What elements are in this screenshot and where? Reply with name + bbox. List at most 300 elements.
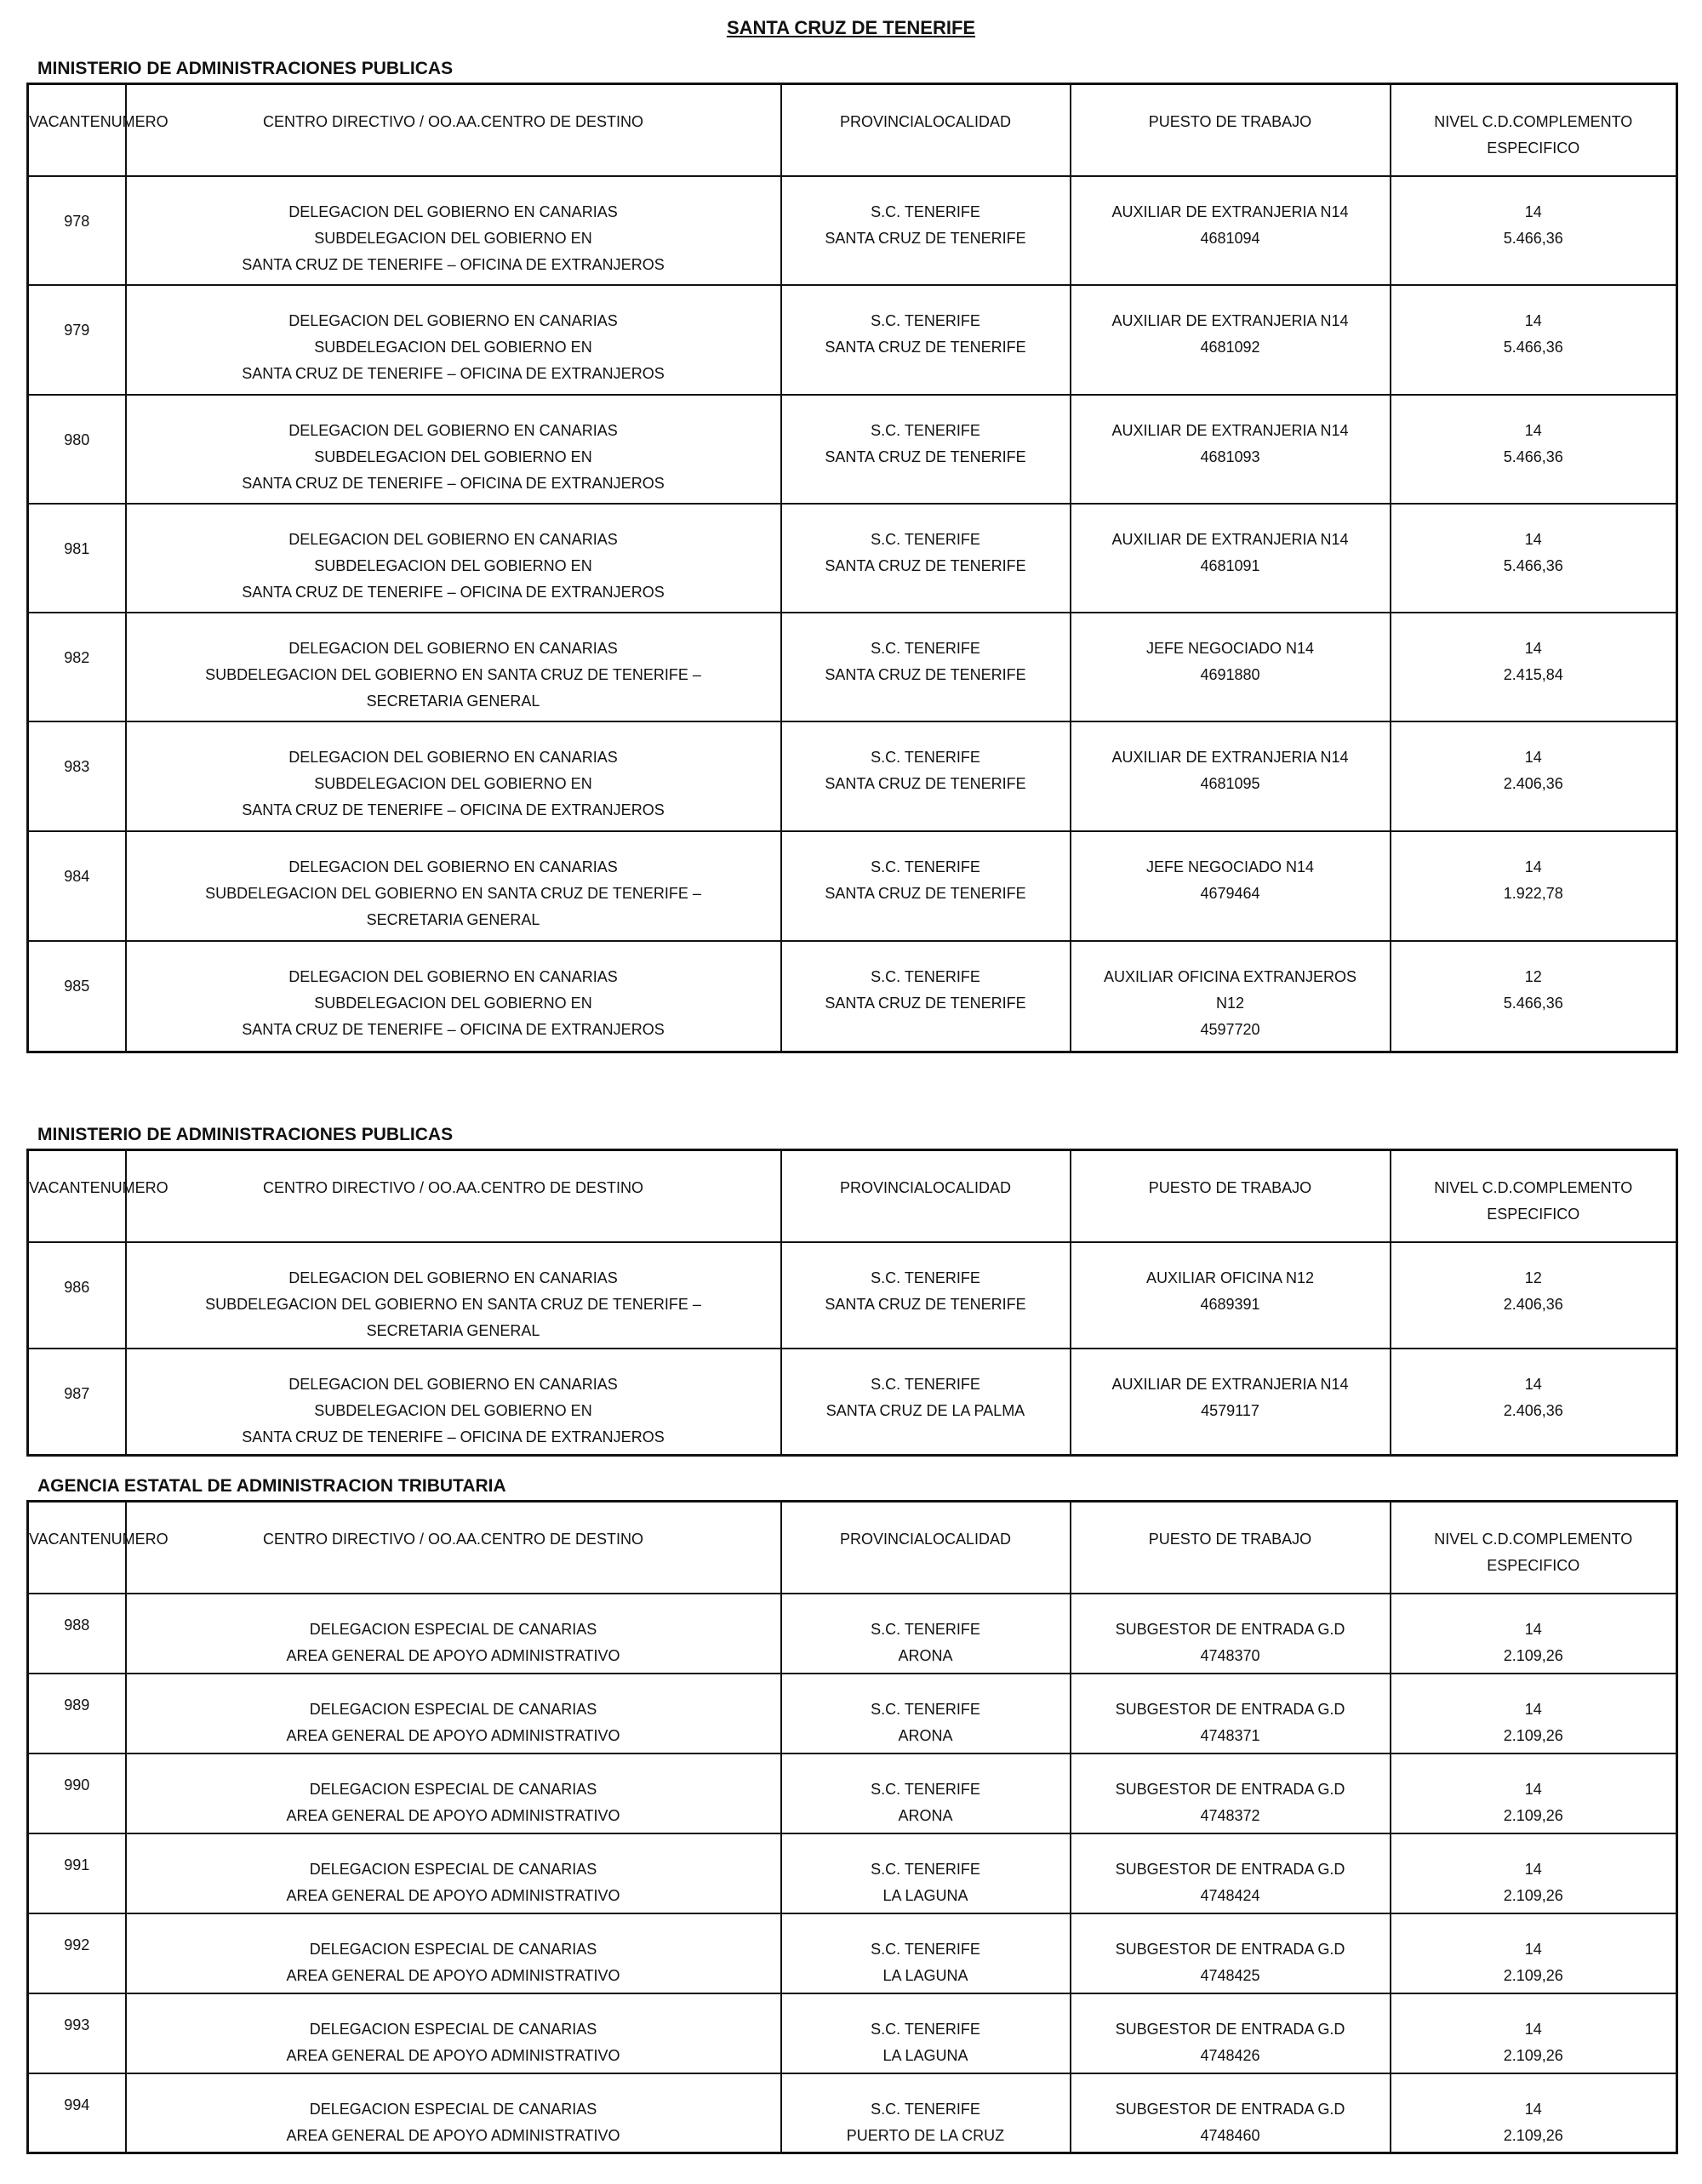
provincia-localidad-line: ARONA	[898, 1646, 953, 1664]
centro-directivo-line: DELEGACION ESPECIAL DE CANARIAS	[309, 1700, 597, 1718]
puesto-trabajo-line: 4691880	[1200, 665, 1260, 683]
provincia-localidad	[781, 395, 1071, 504]
centro-directivo-line: DELEGACION DEL GOBIERNO EN CANARIAS	[288, 1269, 618, 1286]
nivel-complemento	[1391, 1349, 1677, 1456]
vacancy-number	[28, 395, 126, 504]
puesto-trabajo-line: 4748371	[1200, 1726, 1260, 1744]
centro-directivo	[126, 1993, 781, 2073]
header-centro-line: CENTRO DIRECTIVO / OO.AA.	[262, 1179, 481, 1196]
header-vacante-line: NUMERO	[100, 1531, 168, 1548]
table-row	[28, 1349, 1677, 1456]
nivel-complemento-line: 2.406,36	[1503, 1401, 1563, 1419]
puesto-trabajo	[1071, 1913, 1391, 1993]
header-vacante-line: VACANTE	[29, 1531, 100, 1548]
nivel-complemento-line: 14	[1524, 2100, 1542, 2118]
vacancy-number-value: 994	[64, 2096, 90, 2113]
puesto-trabajo-line: AUXILIAR DE EXTRANJERIA N14	[1111, 530, 1349, 548]
puesto-trabajo-line: SUBGESTOR DE ENTRADA G.D	[1115, 1940, 1345, 1958]
nivel-complemento-line: 2.415,84	[1503, 665, 1563, 683]
centro-directivo	[126, 613, 781, 721]
nivel-complemento-line: 14	[1524, 1780, 1542, 1798]
table-row	[28, 285, 1677, 395]
vacancy-number	[28, 1242, 126, 1349]
vacancy-number-value: 987	[64, 1384, 90, 1402]
provincia-localidad-line: SANTA CRUZ DE TENERIFE	[825, 665, 1026, 683]
centro-directivo	[126, 504, 781, 613]
centro-directivo-line: AREA GENERAL DE APOYO ADMINISTRATIVO	[286, 2046, 620, 2064]
nivel-complemento-line: 14	[1524, 748, 1542, 766]
puesto-trabajo-line: AUXILIAR DE EXTRANJERIA N14	[1111, 202, 1349, 220]
table-row	[28, 613, 1677, 721]
centro-directivo-line: DELEGACION DEL GOBIERNO EN CANARIAS	[288, 202, 618, 220]
header-provincia	[781, 1502, 1071, 1594]
provincia-localidad	[781, 1674, 1071, 1753]
provincia-localidad-line: S.C. TENERIFE	[871, 1375, 980, 1393]
puesto-trabajo-line: 4748424	[1200, 1886, 1260, 1904]
nivel-complemento-line: 14	[1524, 1860, 1542, 1878]
provincia-localidad-line: SANTA CRUZ DE TENERIFE	[825, 774, 1026, 792]
puesto-trabajo-line: SUBGESTOR DE ENTRADA G.D	[1115, 1780, 1345, 1798]
puesto-trabajo	[1071, 2073, 1391, 2153]
centro-directivo-line: SECRETARIA GENERAL	[366, 910, 540, 928]
puesto-trabajo	[1071, 285, 1391, 395]
puesto-trabajo	[1071, 1674, 1391, 1753]
page-title: SANTA CRUZ DE TENERIFE	[726, 17, 976, 38]
header-provincia-line: PROVINCIA	[839, 1531, 924, 1548]
header-centro-line: CENTRO DE DESTINO	[481, 1531, 644, 1548]
header-vacante-line: NUMERO	[100, 113, 168, 130]
centro-directivo-line: DELEGACION DEL GOBIERNO EN CANARIAS	[288, 421, 618, 439]
provincia-localidad-line: S.C. TENERIFE	[871, 1780, 980, 1798]
provincia-localidad-line: SANTA CRUZ DE TENERIFE	[825, 448, 1026, 465]
nivel-complemento	[1391, 1242, 1677, 1349]
header-nivel-line: COMPLEMENTO ESPECIFICO	[1487, 113, 1633, 157]
header-nivel-line: COMPLEMENTO ESPECIFICO	[1487, 1531, 1633, 1574]
centro-directivo-line: DELEGACION DEL GOBIERNO EN CANARIAS	[288, 748, 618, 766]
header-centro	[126, 1150, 781, 1242]
centro-directivo-line: DELEGACION ESPECIAL DE CANARIAS	[309, 1780, 597, 1798]
puesto-trabajo-line: SUBGESTOR DE ENTRADA G.D	[1115, 1860, 1345, 1878]
centro-directivo-line: AREA GENERAL DE APOYO ADMINISTRATIVO	[286, 1886, 620, 1904]
nivel-complemento	[1391, 1913, 1677, 1993]
puesto-trabajo-line: 4748426	[1200, 2046, 1260, 2064]
nivel-complemento	[1391, 395, 1677, 504]
vacancy-number-value: 978	[64, 212, 90, 230]
provincia-localidad	[781, 1913, 1071, 1993]
puesto-trabajo-line: 4681091	[1200, 556, 1260, 574]
vacancy-table	[26, 1500, 1678, 2154]
provincia-localidad-line: S.C. TENERIFE	[871, 1269, 980, 1286]
vacancy-number	[28, 1833, 126, 1913]
nivel-complemento-line: 14	[1524, 2020, 1542, 2038]
provincia-localidad-line: S.C. TENERIFE	[871, 1700, 980, 1718]
centro-directivo-line: DELEGACION ESPECIAL DE CANARIAS	[309, 2100, 597, 2118]
provincia-localidad-line: S.C. TENERIFE	[871, 2100, 980, 2118]
centro-directivo-line: SUBDELEGACION DEL GOBIERNO EN	[314, 448, 592, 465]
header-nivel	[1391, 1150, 1677, 1242]
nivel-complemento-line: 14	[1524, 858, 1542, 875]
provincia-localidad	[781, 831, 1071, 941]
puesto-trabajo-line: 4597720	[1200, 1020, 1260, 1038]
header-centro	[126, 1502, 781, 1594]
centro-directivo-line: SECRETARIA GENERAL	[366, 692, 540, 710]
nivel-complemento	[1391, 831, 1677, 941]
vacancy-number	[28, 1594, 126, 1674]
puesto-trabajo-line: AUXILIAR DE EXTRANJERIA N14	[1111, 748, 1349, 766]
header-vacante	[28, 84, 168, 176]
vacancy-number-value: 981	[64, 539, 90, 557]
header-vacante	[28, 1502, 168, 1594]
centro-directivo-line: SANTA CRUZ DE TENERIFE – OFICINA DE EXTRANJEROS	[242, 474, 665, 492]
provincia-localidad	[781, 1594, 1071, 1674]
provincia-localidad-line: S.C. TENERIFE	[871, 639, 980, 657]
nivel-complemento-line: 14	[1524, 311, 1542, 329]
provincia-localidad	[781, 941, 1071, 1052]
puesto-trabajo-line: 4689391	[1200, 1295, 1260, 1313]
nivel-complemento-line: 12	[1524, 967, 1542, 985]
nivel-complemento	[1391, 285, 1677, 395]
centro-directivo-line: SANTA CRUZ DE TENERIFE – OFICINA DE EXTRANJEROS	[242, 801, 665, 818]
nivel-complemento-line: 5.466,36	[1503, 556, 1563, 574]
puesto-trabajo	[1071, 1349, 1391, 1456]
nivel-complemento	[1391, 1753, 1677, 1833]
section-title: MINISTERIO DE ADMINISTRACIONES PUBLICAS	[37, 59, 454, 78]
provincia-localidad-line: SANTA CRUZ DE TENERIFE	[825, 338, 1026, 356]
nivel-complemento-line: 2.109,26	[1503, 1886, 1563, 1904]
nivel-complemento-line: 5.466,36	[1503, 338, 1563, 356]
nivel-complemento-line: 14	[1524, 1620, 1542, 1638]
centro-directivo-line: SUBDELEGACION DEL GOBIERNO EN SANTA CRUZ DE TENERIFE –	[205, 665, 701, 683]
provincia-localidad-line: LA LAGUNA	[882, 1966, 968, 1984]
vacancy-table	[26, 1149, 1678, 1457]
vacancy-number	[28, 176, 126, 285]
header-provincia	[781, 1150, 1071, 1242]
vacancy-number-value: 988	[64, 1616, 90, 1634]
header-provincia-line: PROVINCIA	[839, 1179, 924, 1196]
vacancy-number	[28, 1913, 126, 1993]
centro-directivo	[126, 395, 781, 504]
table-row	[28, 176, 1677, 285]
provincia-localidad-line: S.C. TENERIFE	[871, 858, 980, 875]
centro-directivo	[126, 831, 781, 941]
header-centro-line: CENTRO DIRECTIVO / OO.AA.	[262, 1531, 481, 1548]
provincia-localidad	[781, 613, 1071, 721]
puesto-trabajo	[1071, 721, 1391, 831]
provincia-localidad	[781, 285, 1071, 395]
centro-directivo	[126, 1242, 781, 1349]
centro-directivo	[126, 1913, 781, 1993]
table-row	[28, 1993, 1677, 2073]
header-vacante	[28, 1150, 168, 1242]
centro-directivo	[126, 2073, 781, 2153]
vacancy-number-value: 985	[64, 977, 90, 995]
centro-directivo-line: SUBDELEGACION DEL GOBIERNO EN	[314, 556, 592, 574]
header-nivel	[1391, 1502, 1677, 1594]
centro-directivo-line: SANTA CRUZ DE TENERIFE – OFICINA DE EXTRANJEROS	[242, 1020, 665, 1038]
nivel-complemento	[1391, 504, 1677, 613]
puesto-trabajo-line: SUBGESTOR DE ENTRADA G.D	[1115, 2020, 1345, 2038]
puesto-trabajo	[1071, 831, 1391, 941]
puesto-trabajo	[1071, 504, 1391, 613]
vacancy-number-value: 992	[64, 1936, 90, 1953]
centro-directivo	[126, 1753, 781, 1833]
header-provincia	[781, 84, 1071, 176]
provincia-localidad-line: S.C. TENERIFE	[871, 311, 980, 329]
vacancy-number-value: 989	[64, 1696, 90, 1714]
vacancy-number-value: 982	[64, 648, 90, 666]
puesto-trabajo	[1071, 395, 1391, 504]
provincia-localidad	[781, 721, 1071, 831]
header-nivel-line: NIVEL C.D.	[1434, 113, 1513, 130]
puesto-trabajo-line: 4679464	[1200, 884, 1260, 902]
vacancy-number	[28, 2073, 126, 2153]
vacancy-number-value: 990	[64, 1776, 90, 1793]
puesto-trabajo-line: JEFE NEGOCIADO N14	[1145, 639, 1315, 657]
nivel-complemento-line: 12	[1524, 1269, 1542, 1286]
provincia-localidad-line: SANTA CRUZ DE TENERIFE	[825, 994, 1026, 1012]
nivel-complemento-line: 14	[1524, 421, 1542, 439]
header-puesto-line: PUESTO DE TRABAJO	[1148, 1531, 1312, 1548]
centro-directivo	[126, 176, 781, 285]
centro-directivo-line: DELEGACION DEL GOBIERNO EN CANARIAS	[288, 639, 618, 657]
centro-directivo-line: DELEGACION DEL GOBIERNO EN CANARIAS	[288, 1375, 618, 1393]
header-row	[28, 1150, 1677, 1242]
header-puesto	[1071, 1150, 1391, 1242]
vacancy-number	[28, 504, 126, 613]
vacancy-number-value: 984	[64, 867, 90, 885]
centro-directivo-line: SUBDELEGACION DEL GOBIERNO EN	[314, 994, 592, 1012]
nivel-complemento	[1391, 2073, 1677, 2153]
nivel-complemento-line: 5.466,36	[1503, 448, 1563, 465]
header-provincia-line: LOCALIDAD	[923, 1179, 1012, 1196]
table-row	[28, 1833, 1677, 1913]
vacancy-number-value: 980	[64, 431, 90, 448]
header-nivel	[1391, 84, 1677, 176]
provincia-localidad-line: S.C. TENERIFE	[871, 1860, 980, 1878]
vacancy-table	[26, 83, 1678, 1053]
header-puesto-line: PUESTO DE TRABAJO	[1148, 113, 1312, 130]
centro-directivo-line: SUBDELEGACION DEL GOBIERNO EN	[314, 338, 592, 356]
provincia-localidad-line: SANTA CRUZ DE TENERIFE	[825, 1295, 1026, 1313]
puesto-trabajo	[1071, 176, 1391, 285]
provincia-localidad-line: PUERTO DE LA CRUZ	[846, 2126, 1005, 2144]
header-vacante-line: NUMERO	[100, 1179, 168, 1196]
centro-directivo-line: DELEGACION ESPECIAL DE CANARIAS	[309, 2020, 597, 2038]
provincia-localidad	[781, 1349, 1071, 1456]
puesto-trabajo-line: 4748460	[1200, 2126, 1260, 2144]
header-centro-line: CENTRO DIRECTIVO / OO.AA.	[262, 113, 481, 130]
provincia-localidad	[781, 504, 1071, 613]
nivel-complemento-line: 14	[1524, 1700, 1542, 1718]
centro-directivo-line: DELEGACION DEL GOBIERNO EN CANARIAS	[288, 311, 618, 329]
provincia-localidad	[781, 2073, 1071, 2153]
puesto-trabajo-line: 4748372	[1200, 1806, 1260, 1824]
centro-directivo-line: DELEGACION ESPECIAL DE CANARIAS	[309, 1620, 597, 1638]
vacancy-number-value: 991	[64, 1856, 90, 1873]
puesto-trabajo-line: AUXILIAR DE EXTRANJERIA N14	[1111, 1375, 1349, 1393]
puesto-trabajo-line: 4748370	[1200, 1646, 1260, 1664]
puesto-trabajo-line: 4681094	[1200, 229, 1260, 247]
table-row	[28, 504, 1677, 613]
provincia-localidad	[781, 176, 1071, 285]
table-row	[28, 395, 1677, 504]
vacancy-number-value: 979	[64, 321, 90, 339]
provincia-localidad-line: S.C. TENERIFE	[871, 202, 980, 220]
provincia-localidad-line: SANTA CRUZ DE TENERIFE	[825, 229, 1026, 247]
table-row	[28, 1242, 1677, 1349]
vacancy-number	[28, 1993, 126, 2073]
provincia-localidad	[781, 1753, 1071, 1833]
nivel-complemento-line: 5.466,36	[1503, 229, 1563, 247]
vacancy-number	[28, 613, 126, 721]
provincia-localidad-line: SANTA CRUZ DE LA PALMA	[825, 1401, 1025, 1419]
puesto-trabajo-line: JEFE NEGOCIADO N14	[1145, 858, 1315, 875]
puesto-trabajo-line: 4681095	[1200, 774, 1260, 792]
provincia-localidad-line: S.C. TENERIFE	[871, 1620, 980, 1638]
table-row	[28, 1913, 1677, 1993]
centro-directivo-line: SANTA CRUZ DE TENERIFE – OFICINA DE EXTRANJEROS	[242, 255, 665, 273]
provincia-localidad-line: LA LAGUNA	[882, 2046, 968, 2064]
nivel-complemento-line: 14	[1524, 1940, 1542, 1958]
centro-directivo-line: DELEGACION DEL GOBIERNO EN CANARIAS	[288, 967, 618, 985]
provincia-localidad	[781, 1833, 1071, 1913]
centro-directivo	[126, 1833, 781, 1913]
centro-directivo	[126, 721, 781, 831]
header-nivel-line: NIVEL C.D.	[1434, 1531, 1513, 1548]
provincia-localidad-line: SANTA CRUZ DE TENERIFE	[825, 884, 1026, 902]
vacancy-number	[28, 831, 126, 941]
centro-directivo-line: SUBDELEGACION DEL GOBIERNO EN	[314, 774, 592, 792]
nivel-complemento-line: 2.406,36	[1503, 1295, 1563, 1313]
vacancy-number	[28, 941, 126, 1052]
centro-directivo	[126, 1349, 781, 1456]
centro-directivo-line: DELEGACION DEL GOBIERNO EN CANARIAS	[288, 858, 618, 875]
centro-directivo	[126, 1674, 781, 1753]
vacancy-number	[28, 721, 126, 831]
nivel-complemento-line: 14	[1524, 530, 1542, 548]
centro-directivo-line: DELEGACION ESPECIAL DE CANARIAS	[309, 1940, 597, 1958]
nivel-complemento-line: 2.109,26	[1503, 2126, 1563, 2144]
header-provincia-line: LOCALIDAD	[923, 1531, 1012, 1548]
nivel-complemento-line: 2.109,26	[1503, 1726, 1563, 1744]
centro-directivo-line: SUBDELEGACION DEL GOBIERNO EN	[314, 229, 592, 247]
provincia-localidad-line: S.C. TENERIFE	[871, 421, 980, 439]
vacancy-number	[28, 1674, 126, 1753]
puesto-trabajo-line: 4681093	[1200, 448, 1260, 465]
nivel-complemento-line: 14	[1524, 202, 1542, 220]
centro-directivo-line: AREA GENERAL DE APOYO ADMINISTRATIVO	[286, 1806, 620, 1824]
puesto-trabajo	[1071, 1594, 1391, 1674]
nivel-complemento-line: 1.922,78	[1503, 884, 1563, 902]
header-row	[28, 1502, 1677, 1594]
puesto-trabajo	[1071, 1242, 1391, 1349]
centro-directivo-line: SANTA CRUZ DE TENERIFE – OFICINA DE EXTRANJEROS	[242, 583, 665, 601]
nivel-complemento	[1391, 613, 1677, 721]
nivel-complemento	[1391, 941, 1677, 1052]
provincia-localidad-line: LA LAGUNA	[882, 1886, 968, 1904]
header-vacante-line: VACANTE	[29, 113, 100, 130]
nivel-complemento-line: 2.109,26	[1503, 1646, 1563, 1664]
provincia-localidad	[781, 1993, 1071, 2073]
table-row	[28, 1674, 1677, 1753]
header-provincia-line: PROVINCIA	[839, 113, 924, 130]
nivel-complemento	[1391, 176, 1677, 285]
section-title: AGENCIA ESTATAL DE ADMINISTRACION TRIBUTARIA	[37, 1476, 506, 1496]
provincia-localidad-line: S.C. TENERIFE	[871, 2020, 980, 2038]
centro-directivo-line: AREA GENERAL DE APOYO ADMINISTRATIVO	[286, 1646, 620, 1664]
puesto-trabajo-line: SUBGESTOR DE ENTRADA G.D	[1115, 1700, 1345, 1718]
header-nivel-line: COMPLEMENTO ESPECIFICO	[1487, 1179, 1633, 1223]
puesto-trabajo	[1071, 1833, 1391, 1913]
centro-directivo	[126, 285, 781, 395]
provincia-localidad-line: ARONA	[898, 1806, 953, 1824]
nivel-complemento-line: 14	[1524, 1375, 1542, 1393]
puesto-trabajo-line: AUXILIAR DE EXTRANJERIA N14	[1111, 421, 1349, 439]
centro-directivo-line: DELEGACION ESPECIAL DE CANARIAS	[309, 1860, 597, 1878]
table-row	[28, 2073, 1677, 2153]
puesto-trabajo-line: AUXILIAR DE EXTRANJERIA N14	[1111, 311, 1349, 329]
provincia-localidad-line: S.C. TENERIFE	[871, 530, 980, 548]
centro-directivo-line: AREA GENERAL DE APOYO ADMINISTRATIVO	[286, 1966, 620, 1984]
provincia-localidad-line: ARONA	[898, 1726, 953, 1744]
nivel-complemento	[1391, 1674, 1677, 1753]
nivel-complemento-line: 2.109,26	[1503, 1806, 1563, 1824]
table-row	[28, 941, 1677, 1052]
nivel-complemento-line: 14	[1524, 639, 1542, 657]
centro-directivo-line: SUBDELEGACION DEL GOBIERNO EN SANTA CRUZ DE TENERIFE –	[205, 884, 701, 902]
centro-directivo-line: SANTA CRUZ DE TENERIFE – OFICINA DE EXTRANJEROS	[242, 1428, 665, 1446]
puesto-trabajo-line: 4748425	[1200, 1966, 1260, 1984]
puesto-trabajo-line: 4579117	[1201, 1401, 1259, 1419]
section-title: MINISTERIO DE ADMINISTRACIONES PUBLICAS	[37, 1125, 454, 1144]
header-vacante-line: VACANTE	[29, 1179, 100, 1196]
centro-directivo-line: DELEGACION DEL GOBIERNO EN CANARIAS	[288, 530, 618, 548]
centro-directivo-line: SECRETARIA GENERAL	[366, 1321, 540, 1339]
vacancy-number-value: 993	[64, 2016, 90, 2033]
provincia-localidad-line: S.C. TENERIFE	[871, 1940, 980, 1958]
centro-directivo-line: SUBDELEGACION DEL GOBIERNO EN	[314, 1401, 592, 1419]
puesto-trabajo-line: AUXILIAR OFICINA EXTRANJEROS	[1103, 967, 1357, 985]
nivel-complemento-line: 2.109,26	[1503, 2046, 1563, 2064]
vacancy-number-value: 986	[64, 1278, 90, 1296]
header-centro-line: CENTRO DE DESTINO	[481, 113, 644, 130]
centro-directivo-line: SANTA CRUZ DE TENERIFE – OFICINA DE EXTRANJEROS	[242, 364, 665, 382]
nivel-complemento	[1391, 1594, 1677, 1674]
provincia-localidad	[781, 1242, 1071, 1349]
puesto-trabajo	[1071, 1993, 1391, 2073]
centro-directivo-line: SUBDELEGACION DEL GOBIERNO EN SANTA CRUZ DE TENERIFE –	[205, 1295, 701, 1313]
nivel-complemento	[1391, 1833, 1677, 1913]
header-puesto-line: PUESTO DE TRABAJO	[1148, 1179, 1312, 1196]
vacancy-number	[28, 1349, 126, 1456]
centro-directivo-line: AREA GENERAL DE APOYO ADMINISTRATIVO	[286, 1726, 620, 1744]
centro-directivo-line: AREA GENERAL DE APOYO ADMINISTRATIVO	[286, 2126, 620, 2144]
table-row	[28, 831, 1677, 941]
provincia-localidad-line: S.C. TENERIFE	[871, 748, 980, 766]
header-centro	[126, 84, 781, 176]
provincia-localidad-line: S.C. TENERIFE	[871, 967, 980, 985]
nivel-complemento-line: 5.466,36	[1503, 994, 1563, 1012]
vacancy-number	[28, 285, 126, 395]
nivel-complemento	[1391, 721, 1677, 831]
header-provincia-line: LOCALIDAD	[923, 113, 1012, 130]
puesto-trabajo-line: SUBGESTOR DE ENTRADA G.D	[1115, 1620, 1345, 1638]
nivel-complemento-line: 2.109,26	[1503, 1966, 1563, 1984]
puesto-trabajo	[1071, 1753, 1391, 1833]
centro-directivo	[126, 941, 781, 1052]
header-centro-line: CENTRO DE DESTINO	[481, 1179, 644, 1196]
nivel-complemento-line: 2.406,36	[1503, 774, 1563, 792]
